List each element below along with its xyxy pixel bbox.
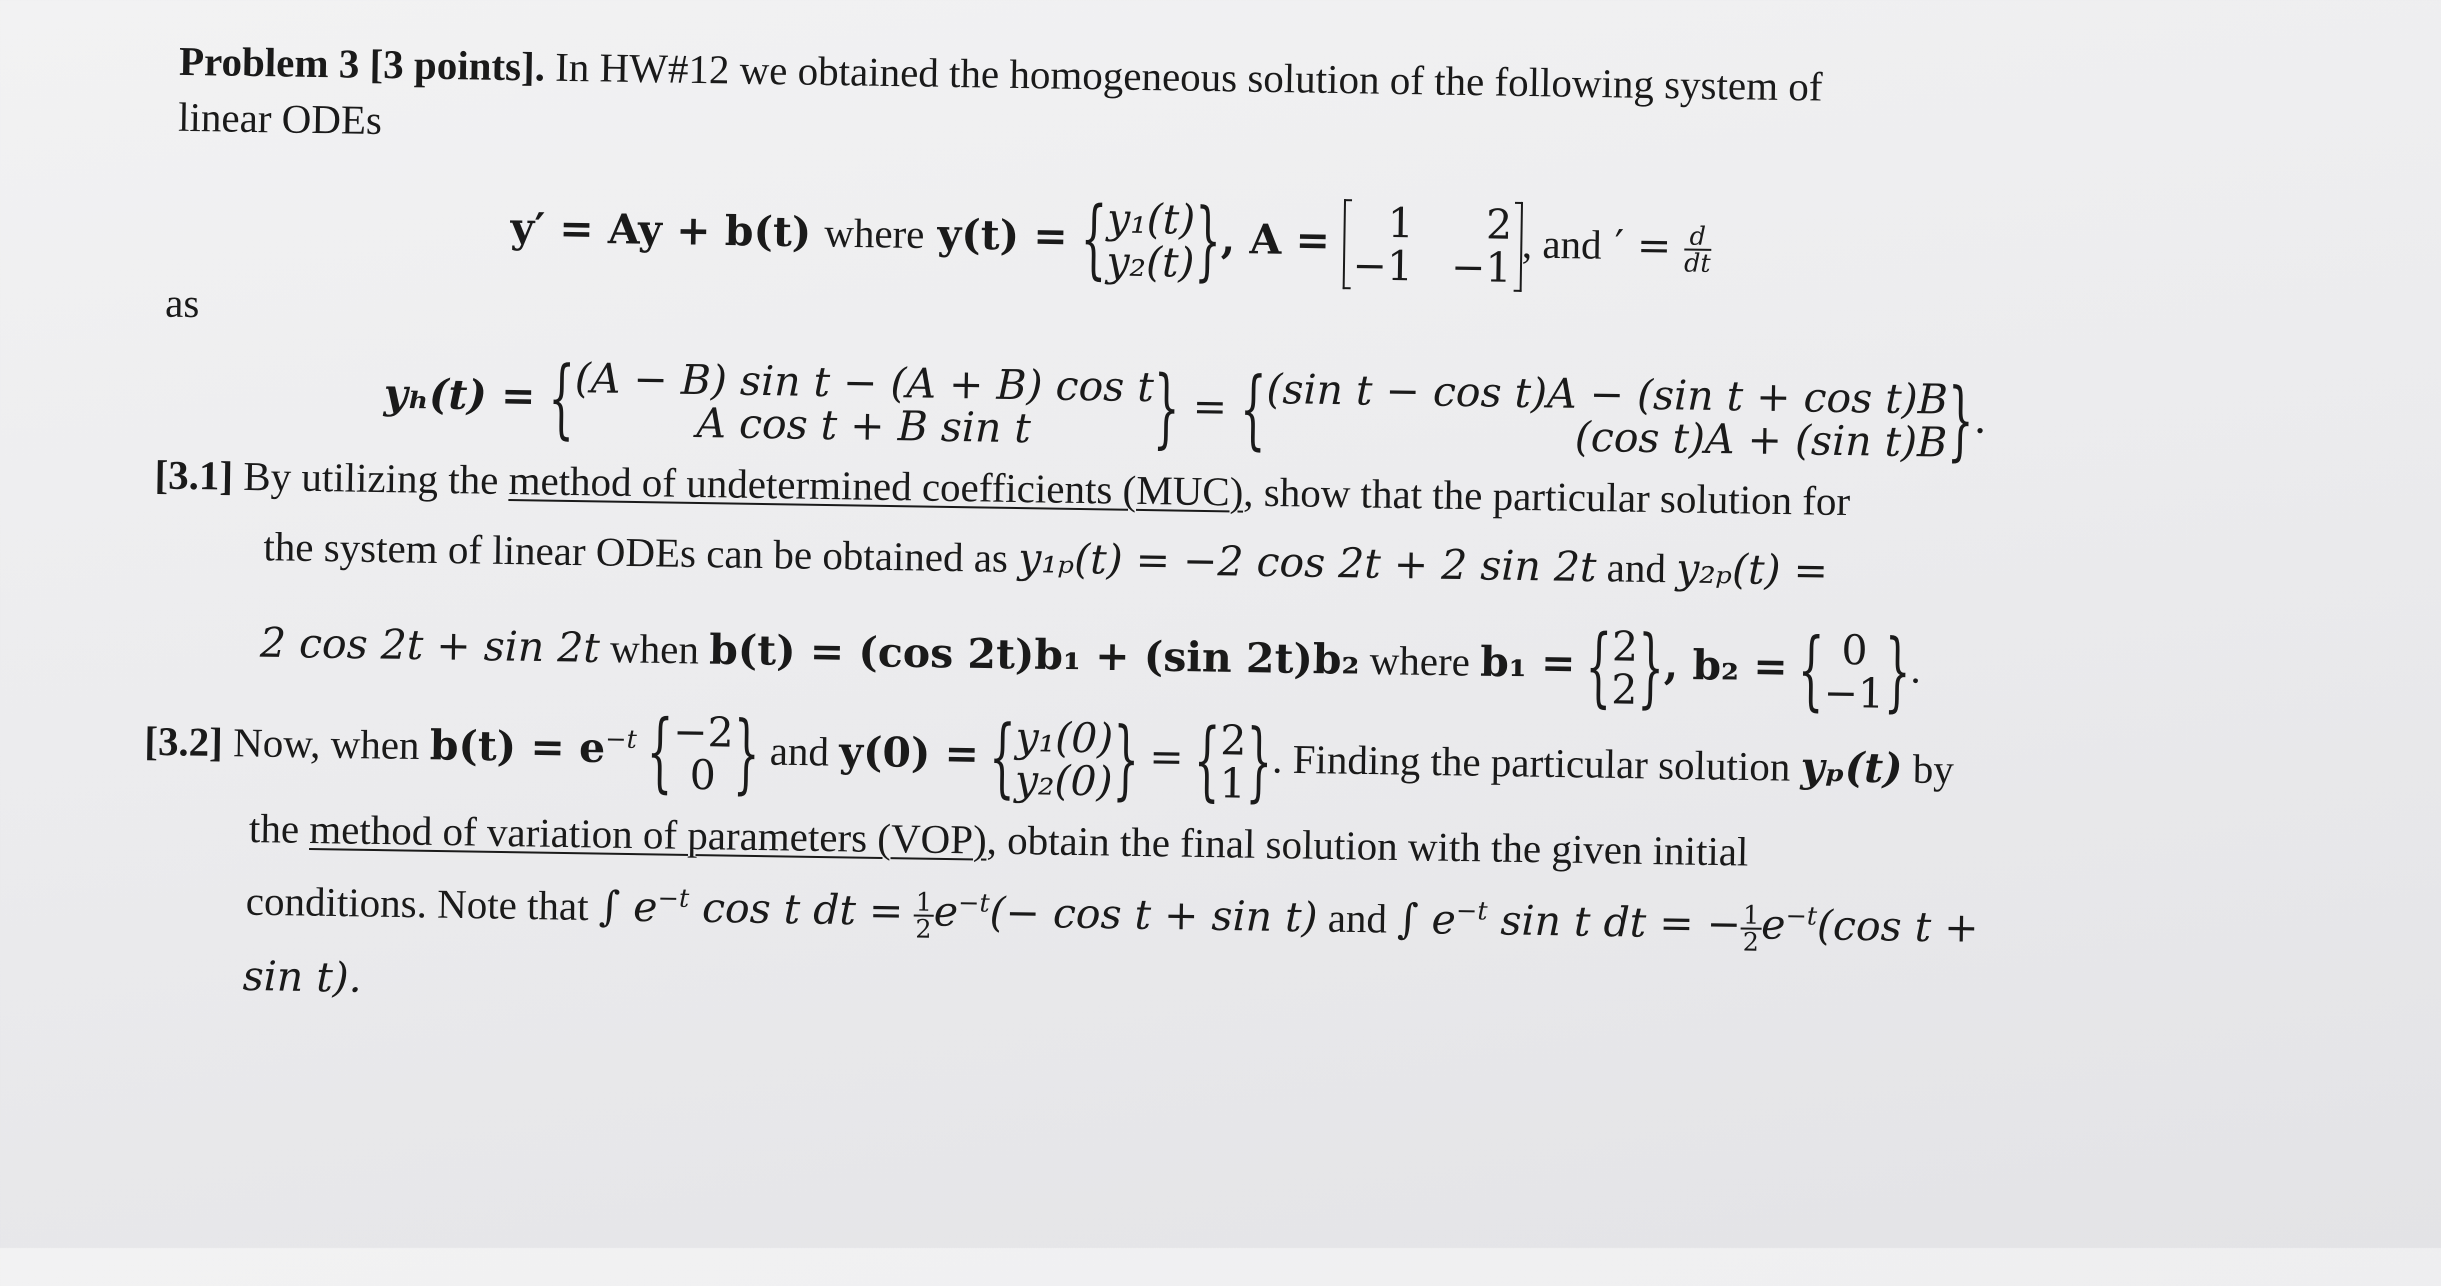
right-brace: } [1194,190,1222,292]
matrix-entry: −1 [1450,242,1512,292]
yp-symbol: yₚ(t) [1800,742,1903,793]
text: . Finding the particular solution [1271,735,1801,790]
period: . [1910,645,1922,692]
period: . [1973,394,1988,443]
and-word: , and [1521,220,1602,268]
exponent: −t [957,887,990,918]
part-3-2-line-4: sin t). [242,951,363,1002]
right-brace: } [1883,621,1912,723]
muc-method-term: method of undetermined coefficients (MUC) [508,457,1244,515]
text: and [1317,894,1398,942]
exponent: −t [1455,894,1488,926]
fraction-numerator: 1 [1741,902,1762,930]
left-brace: { [988,707,1017,809]
part-3-1-line-1 [154,450,1850,526]
exponent: −t [657,882,690,913]
equals-sign: = [1148,732,1185,782]
text: the [248,805,310,852]
text: and [759,727,840,775]
one-half [1741,899,1762,957]
text: when [599,624,710,673]
matrix-entry: 2 [1485,200,1513,249]
left-brace: { [1584,616,1613,718]
part-3-2-line-2 [249,804,1749,877]
part-3-1-label: [3.1] [154,451,234,499]
right-brace: } [1152,357,1181,459]
right-brace: } [1946,370,1975,472]
left-brace: { [547,348,576,450]
text: conditions. Note that [245,877,600,930]
b2-label: , b₂ = [1663,640,1789,691]
as-word: as [164,279,200,327]
vector-top: (A − B) sin t − (A + B) cos t [574,354,1155,412]
equation-homogeneous-solution [383,348,1988,472]
yh-lhs: yₕ(t) = [383,369,536,421]
forcing-vector [672,707,735,800]
vector-top: y₁(0) [1015,713,1114,763]
left-brace: { [1797,619,1825,721]
matrix-entry: 1 [1387,198,1415,248]
b2-vector [1823,626,1885,718]
right-brace: } [1637,617,1665,719]
vector-top: (sin t − cos t)A − (sin t + cos t)B [1266,364,1949,424]
problem-heading: Problem 3 [3 points]. [178,37,546,90]
text: where [1359,636,1481,685]
text: the system of linear ODEs can be obtained as [263,523,1019,582]
a-def: , A = [1220,214,1331,265]
fraction-numerator: d [1684,223,1711,251]
part-3-2-line-3 [245,876,1979,959]
ode-lhs: y′ = Ay + b(t) [510,203,812,257]
y0-vector [1014,713,1114,806]
intro-text-1: In HW#12 we obtained the homogeneous solution of the following system of [544,43,1823,110]
where-word: where [823,209,925,258]
integral-1: ∫ e [598,882,658,932]
part-3-2-line-1 [144,702,1955,817]
initial-condition-lhs: y(0) = [838,727,980,778]
initial-value-vector [1219,716,1247,808]
integral-1-body: cos t dt = [688,883,904,935]
vector-bottom: 2 [1610,665,1638,714]
text: Now, when [232,719,431,769]
exponent: −t [605,723,638,754]
matrix-a [1342,199,1522,292]
matrix-entry: −1 [1352,241,1414,291]
vector-bottom: 0 [689,750,717,800]
left-brace: { [1193,710,1221,812]
vector-bottom: −1 [1823,668,1885,718]
vop-method-term: method of variation of parameters (VOP) [308,805,988,863]
b1-vector [1610,622,1639,714]
equals-sign: = [1192,382,1228,431]
fraction-denominator: dt [1683,247,1711,278]
prime-def: ′ = [1614,220,1672,270]
text: By utilizing the [243,452,510,504]
part-3-1-line-2 [263,522,1828,596]
yh-vector-1 [574,354,1155,453]
right-brace: } [1112,708,1140,811]
left-brace: { [1239,358,1267,461]
left-brace: { [1079,188,1108,290]
equation-system-definition [510,186,1712,295]
fraction-numerator: 1 [914,889,935,917]
y-vector [1106,194,1196,287]
text: by [1902,745,1955,793]
fraction-denominator: 2 [915,913,932,944]
integral-1-result: (− cos t + sin t) [989,888,1318,942]
right-brace: } [1245,711,1273,813]
vector-bottom: 1 [1219,759,1247,808]
y2p-lhs: y₂ₚ(t) = [1675,544,1829,595]
vector-top: 2 [1611,622,1639,671]
integral-2: ∫ e [1396,894,1457,944]
b1-label: b₁ = [1479,637,1576,688]
y-def: y(t) = [937,210,1069,261]
vector-top: 0 [1841,626,1868,675]
vector-top: 2 [1219,716,1247,765]
text: , obtain the final solution with the given initial [986,816,1749,875]
text: and [1596,544,1677,592]
part-3-2-label: [3.2] [144,717,224,766]
problem-intro-line-2: linear ODEs [177,93,383,144]
vector-bottom: (cos t)A + (sin t)B [1574,412,1948,467]
forcing-term: b(t) = (cos 2t)b₁ + (sin 2t)b₂ [708,625,1360,684]
vector-bottom: y₂(0) [1014,756,1113,806]
yh-vector-2 [1265,364,1949,467]
d-over-dt [1683,220,1711,278]
y2-entry: y₂(t) [1106,237,1195,287]
one-half [913,886,934,944]
fraction-denominator: 2 [1742,926,1760,957]
left-brace: { [646,701,674,803]
exp-base: e [933,887,959,936]
exp-base: e [1760,900,1786,949]
y1p-expression: y₁ₚ(t) = −2 cos 2t + 2 sin 2t [1017,534,1597,592]
problem-intro-line-1 [179,37,1823,112]
y2p-expression: 2 cos 2t + sin 2t [259,618,601,672]
forcing-term: b(t) = e [429,721,606,773]
vector-top: −2 [672,707,735,757]
right-brace: } [732,703,761,805]
integral-2-result: (cos t + [1816,901,1979,952]
y1-entry: y₁(t) [1106,194,1196,244]
integral-2-body: sin t dt = − [1487,896,1742,949]
vector-bottom: A cos t + B sin t [696,399,1032,453]
text: , show that the particular solution for [1242,468,1851,525]
exponent: −t [1785,900,1818,931]
part-3-1-line-3 [259,604,1922,723]
